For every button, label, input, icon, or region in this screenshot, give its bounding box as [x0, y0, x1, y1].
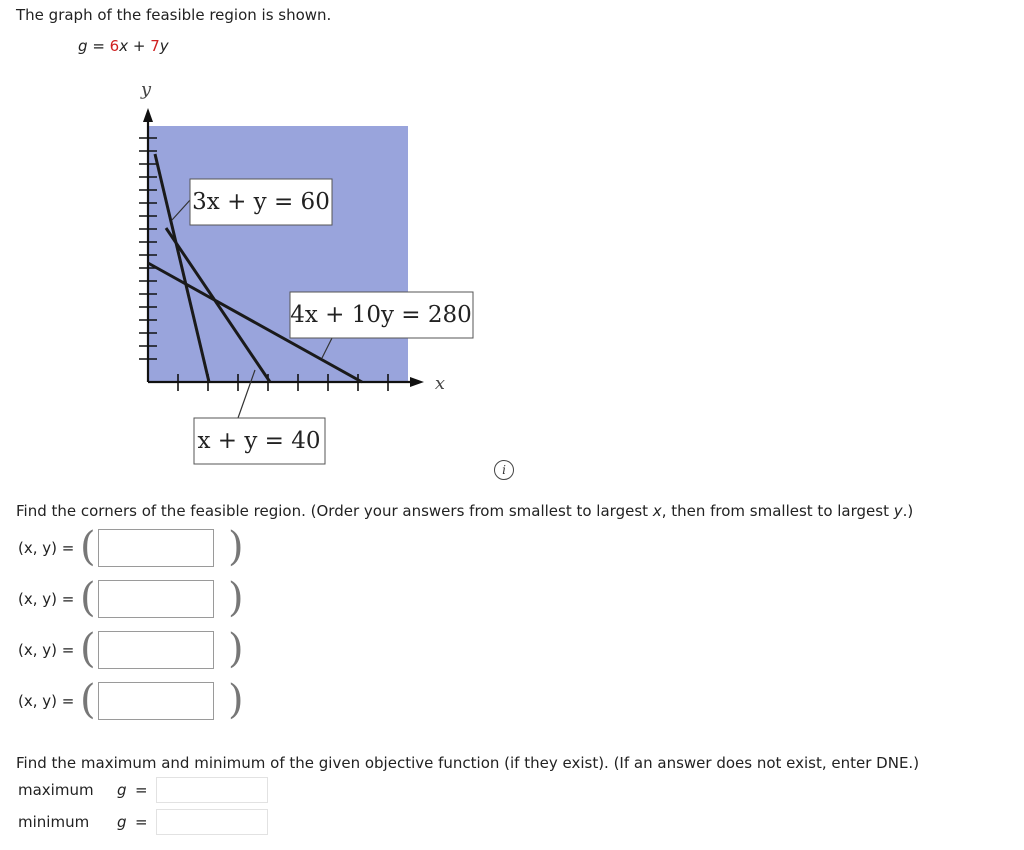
feasible-region-graph [0, 70, 520, 470]
label-box-3x-y [190, 179, 332, 225]
instruction-part-2: , then from smallest to largest [661, 502, 894, 520]
corner-label: (x, y) = [18, 641, 75, 659]
objective-plus: + [132, 37, 146, 55]
corner-input-2[interactable] [98, 580, 214, 618]
label-3x-y: 3x + y = 60 [192, 189, 330, 215]
corner-input-3[interactable] [98, 631, 214, 669]
y-axis-arrow [143, 108, 153, 122]
corner-input-4[interactable] [98, 682, 214, 720]
objective-eq: = [92, 37, 105, 55]
objective-var-y: y [159, 37, 169, 55]
objective-coef-y: 7 [150, 37, 160, 55]
y-axis-label: y [140, 79, 152, 100]
minimum-var: g [117, 813, 127, 831]
label-x-y: x + y = 40 [197, 428, 321, 454]
instruction-part-3: .) [902, 502, 914, 520]
label-box-x-y [194, 418, 325, 464]
close-paren: ) [228, 677, 244, 723]
info-icon[interactable]: i [494, 460, 514, 480]
close-paren: ) [228, 626, 244, 672]
corner-label: (x, y) = [18, 590, 75, 608]
corners-instruction [16, 502, 913, 520]
corner-input-1[interactable] [98, 529, 214, 567]
corner-label: (x, y) = [18, 692, 75, 710]
open-paren: ( [80, 524, 96, 570]
instruction-y: y [893, 502, 903, 520]
max-min-instruction: Find the maximum and minimum of the given objective function (if they exist). (If an answer does not exist, enter DNE.) [16, 754, 920, 772]
maximum-input[interactable] [156, 777, 268, 803]
minimum-input[interactable] [156, 809, 268, 835]
close-paren: ) [228, 575, 244, 621]
close-paren: ) [228, 524, 244, 570]
objective-function [78, 37, 169, 55]
intro-text: The graph of the feasible region is shown. [16, 6, 332, 24]
objective-lhs: g [78, 37, 88, 55]
open-paren: ( [80, 626, 96, 672]
minimum-eq: = [135, 813, 148, 831]
x-axis-arrow [410, 377, 424, 387]
open-paren: ( [80, 575, 96, 621]
label-4x-10y: 4x + 10y = 280 [290, 302, 472, 328]
maximum-var: g [117, 781, 127, 799]
objective-var-x: x [119, 37, 129, 55]
maximum-label: maximum [18, 781, 94, 799]
corner-label: (x, y) = [18, 539, 75, 557]
minimum-label: minimum [18, 813, 90, 831]
maximum-eq: = [135, 781, 148, 799]
instruction-x: x [652, 502, 662, 520]
objective-coef-x: 6 [109, 37, 120, 55]
label-box-4x-10y [290, 292, 473, 338]
feasible-region [148, 126, 408, 382]
instruction-part-1: Find the corners of the feasible region. (Order your answers from smallest to largest [16, 502, 653, 520]
open-paren: ( [80, 677, 96, 723]
x-axis-label: x [434, 373, 446, 394]
